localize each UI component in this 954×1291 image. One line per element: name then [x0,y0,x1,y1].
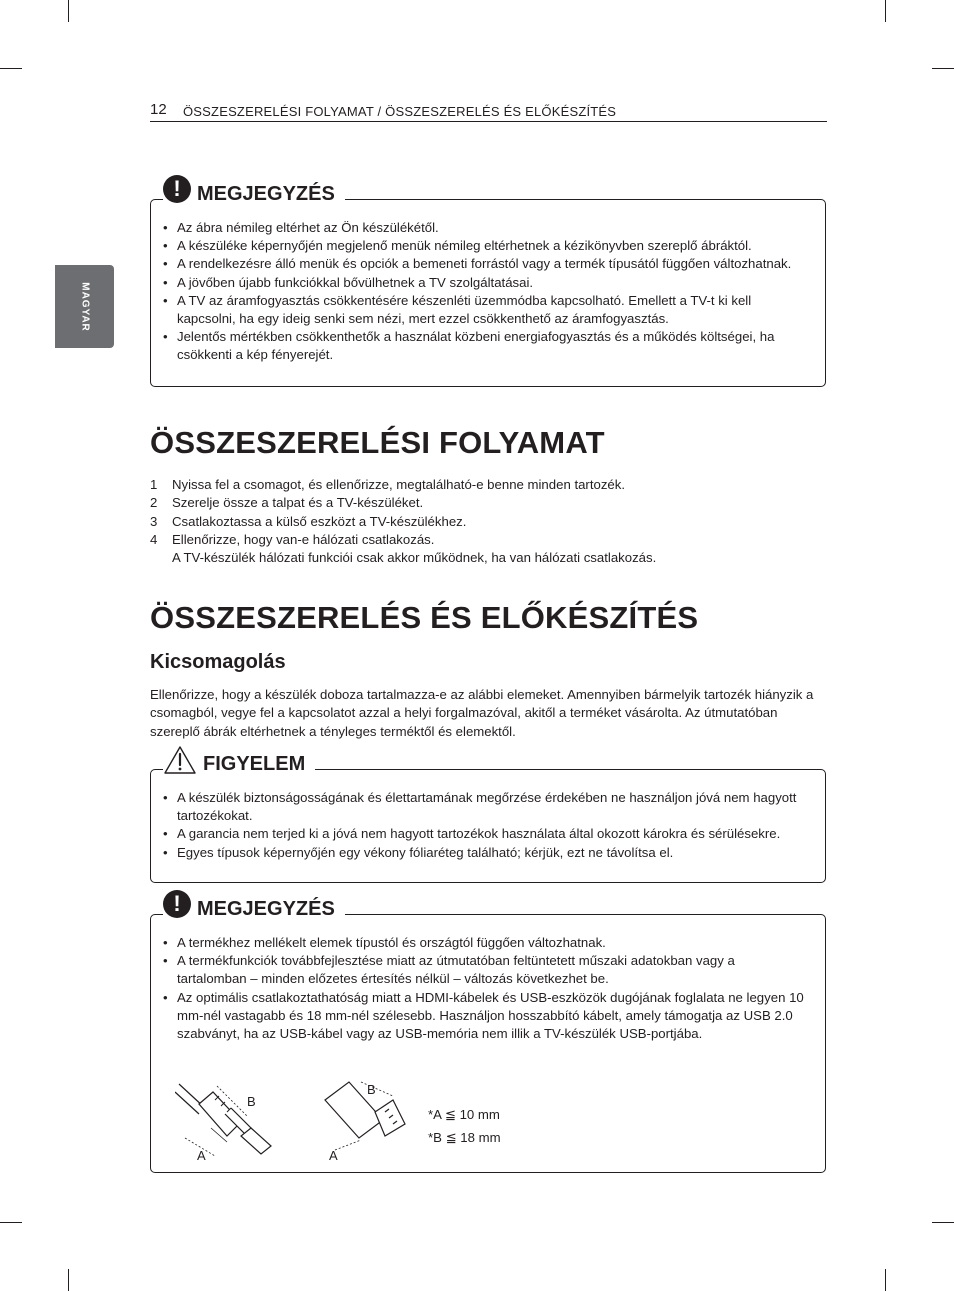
note-item: • A jövőben újabb funkciókkal bővülhetnek a TV szolgáltatásai. [163,274,807,292]
note-box-header [163,891,345,921]
step-text: Szerelje össze a talpat és a TV-készüléket. [172,495,424,511]
exclamation-circle-icon: ! [163,890,191,918]
dimension-label-b: B [367,1082,376,1097]
language-tab-label: MAGYAR [79,281,90,332]
caution-item: • A készülék biztonságosságának és élettartamának megőrzése érdekében ne használjon jóvá nem hagyott tartozékokat. [163,789,807,825]
step-number: 2 [150,495,158,511]
hdmi-plug-illustration [175,1078,285,1164]
dimension-label-a: A [329,1148,338,1163]
crop-mark [68,0,69,22]
step-item [150,476,830,494]
note-item: • A termékhez mellékelt elemek típustól és országtól függően változhatnak. [163,934,807,952]
caution-list [163,789,807,862]
language-tab [55,265,114,348]
exclamation-circle-icon: ! [163,175,191,203]
note-item: • A TV az áramfogyasztás csökkentésére készenléti üzemmódba kapcsolható. Emellett a TV-t ki kell kapcsolni, ha egy ideig senki sem nézi, mert ezzel csökkenthető az áramfogyasztás. [163,292,807,328]
note-title: MEGJEGYZÉS [197,183,335,205]
crop-mark [932,68,954,69]
caution-box [150,753,826,883]
step-number: 3 [150,513,158,529]
warning-triangle-icon [163,745,197,775]
note-box-header [163,176,345,206]
note-item: • Jelentős mértékben csökkenthetők a használat közbeni energiafogyasztás és a működés költségei, ha csökkenti a kép fényerejét. [163,328,807,364]
dimension-label-b: B [247,1094,256,1109]
step-item [150,494,830,512]
dimension-label-a: A [197,1148,206,1163]
caution-item: • Egyes típusok képernyőjén egy vékony fóliaréteg található; kérjük, ezt ne távolítsa el. [163,844,807,862]
dimension-limits [428,1103,501,1149]
note-item: • A készüléke képernyőjén megjelenő menük némileg eltérhetnek a kézikönyvben szereplő ábráktól. [163,237,807,255]
header-divider [150,121,827,122]
step-subtext: A TV-készülék hálózati funkciói csak akkor működnek, ha van hálózati csatlakozás. [172,550,657,566]
step-number: 1 [150,477,158,492]
crop-mark [885,1269,886,1291]
note-list [163,219,807,365]
crop-mark [68,1269,69,1291]
section-title-assembly-preparation: ÖSSZESZERELÉS ÉS ELŐKÉSZÍTÉS [150,600,699,635]
dimension-limit-a: *A ≦ 10 mm [428,1107,500,1122]
usb-stick-illustration [321,1078,421,1164]
note-title: MEGJEGYZÉS [197,898,335,920]
crop-mark [932,1222,954,1223]
running-header: ÖSSZESZERELÉSI FOLYAMAT / ÖSSZESZERELÉS ÉS ELŐKÉSZÍTÉS [183,104,617,119]
crop-mark [0,1222,22,1223]
note-item: • A termékfunkciók továbbfejlesztése miatt az útmutatóban feltüntetett műszaki adatokban vagy a tartalomban – minden előzetes értesítés nélkül – változás következhet be. [163,952,807,988]
subsection-title-unpacking: Kicsomagolás [150,651,286,673]
step-number: 4 [150,531,158,547]
step-text: Nyissa fel a csomagot, és ellenőrizze, megtalálható-e benne minden tartozék. [172,477,626,492]
note-box [150,891,826,1173]
note-box [150,176,826,387]
caution-title: FIGYELEM [203,753,306,775]
dimension-limit-b: *B ≦ 18 mm [428,1130,501,1145]
note-item: • Az optimális csatlakoztathatóság miatt a HDMI-kábelek és USB-eszközök dugójának foglalata ne legyen 10 mm-nél vastagabb és 18 mm-nél szélesebb. Használjon hosszabbító kábelt, amely támogatja az USB 2.0 szabványt, ha az USB-kábel vagy az USB-memória nem illik a TV-készülék USB-portjába. [163,989,807,1044]
step-text: Csatlakoztassa a külső eszközt a TV-készülékhez. [172,513,467,529]
caution-box-header [163,746,315,776]
unpacking-intro: Ellenőrizze, hogy a készülék doboza tartalmazza-e az alábbi elemeket. Amennyiben bármelyik tartozék hiányzik a csomagból, vegye fel a kapcsolatot azzal a helyi forgalmazóval, akitől a terméket vásárolta. Az útmutatóban szereplő ábrák eltérhetnek a tényleges terméktől és elemektől. [150,687,814,739]
note-item: • Az ábra némileg eltérhet az Ön készülékétől. [163,219,807,237]
assembly-steps [150,476,830,567]
note-item: • A rendelkezésre álló menük és opciók a bemeneti forrástól vagy a termék típusától függően változhatnak. [163,255,807,273]
page-number: 12 [150,101,167,118]
step-item [150,513,830,531]
caution-item: • A garancia nem terjed ki a jóvá nem hagyott tartozékok használata által okozott károkra és sérülésekre. [163,825,807,843]
note-list [163,934,807,1043]
crop-mark [885,0,886,22]
step-item [150,531,830,568]
step-text: Ellenőrizze, hogy van-e hálózati csatlakozás. [172,531,435,547]
crop-mark [0,68,22,69]
section-title-assembly-procedure: ÖSSZESZERELÉSI FOLYAMAT [150,425,605,460]
